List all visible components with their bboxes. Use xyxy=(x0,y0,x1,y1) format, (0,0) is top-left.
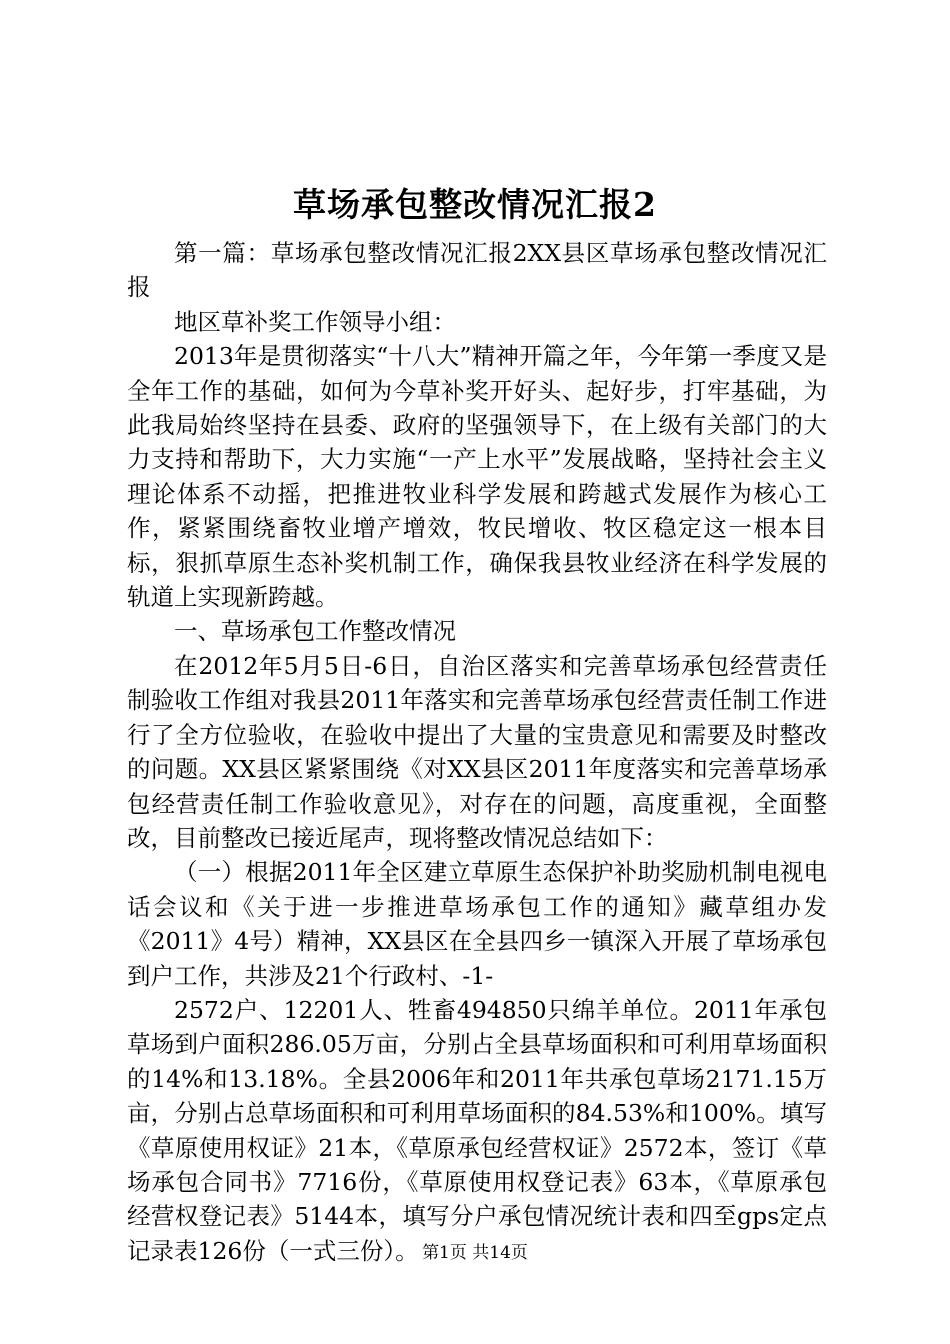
paragraph-heading-first-article: 第一篇：草场承包整改情况汇报2XX县区草场承包整改情况汇报 xyxy=(127,239,827,302)
section-heading-1: 一、草场承包工作整改情况 xyxy=(174,617,456,646)
paragraph-salutation: 地区草补奖工作领导小组： xyxy=(174,307,456,336)
paragraph-intro: 2013年是贯彻落实“十八大”精神开篇之年，今年第一季度又是全年工作的基础，如何为今草补奖开好头、起好步，打牢基础，为此我局始终坚持在县委、政府的坚强领导下，在上级有关部门的大力支持和帮助下，大力实施“一产上水平”发展战略，坚持社会主义理论体系不动摇，把推进牧业科学发展和跨越式发展作为核心工作，紧紧围绕畜牧业增产增效，牧民增收、牧区稳定这一根本目标，狠抓草原生态补奖机制工作，确保我县牧业经济在科学发展的轨道上实现新跨越。 xyxy=(127,342,827,612)
page-footer: 第1页 共14页 xyxy=(422,1243,528,1263)
document-title: 草场承包整改情况汇报2 xyxy=(293,185,657,224)
paragraph-inspection: 在2012年5月5日-6日，自治区落实和完善草场承包经营责任制验收工作组对我县2011年落实和完善草场承包经营责任制工作进行了全方位验收，在验收中提出了大量的宝贵意见和需要及时整改的问题。XX县区紧紧围绕《对XX县区2011年度落实和完善草场承包经营责任制工作验收意见》，对存在的问题，高度重视，全面整改，目前整改已接近尾声，现将整改情况总结如下： xyxy=(127,651,827,852)
paragraph-statistics: 2572户、12201人、牲畜494850只绵羊单位。2011年承包草场到户面积286.05万亩，分别占全县草场面积和可利用草场面积的14%和13.18%。全县2006年和2011年共承包草场2171.15万亩，分别占总草场面积和可利用草场面积的84.53%和100%。填写《草原使用权证》21本，《草原承包经营权证》2572本，签订《草场承包合同书》7716份，《草原使用权登记表》63本，《草原承包经营权登记表》5144本，填写分户承包情况统计表和四至gps定点记录表126份（一式三份）。 xyxy=(127,995,827,1265)
paragraph-item-1: （一）根据2011年全区建立草原生态保护补助奖励机制电视电话会议和《关于进一步推进草场承包工作的通知》藏草组办发《2011》4号）精神，XX县区在全县四乡一镇深入开展了草场承包到户工作，共涉及21个行政村、-1- xyxy=(127,858,827,990)
document-body xyxy=(127,236,827,1268)
